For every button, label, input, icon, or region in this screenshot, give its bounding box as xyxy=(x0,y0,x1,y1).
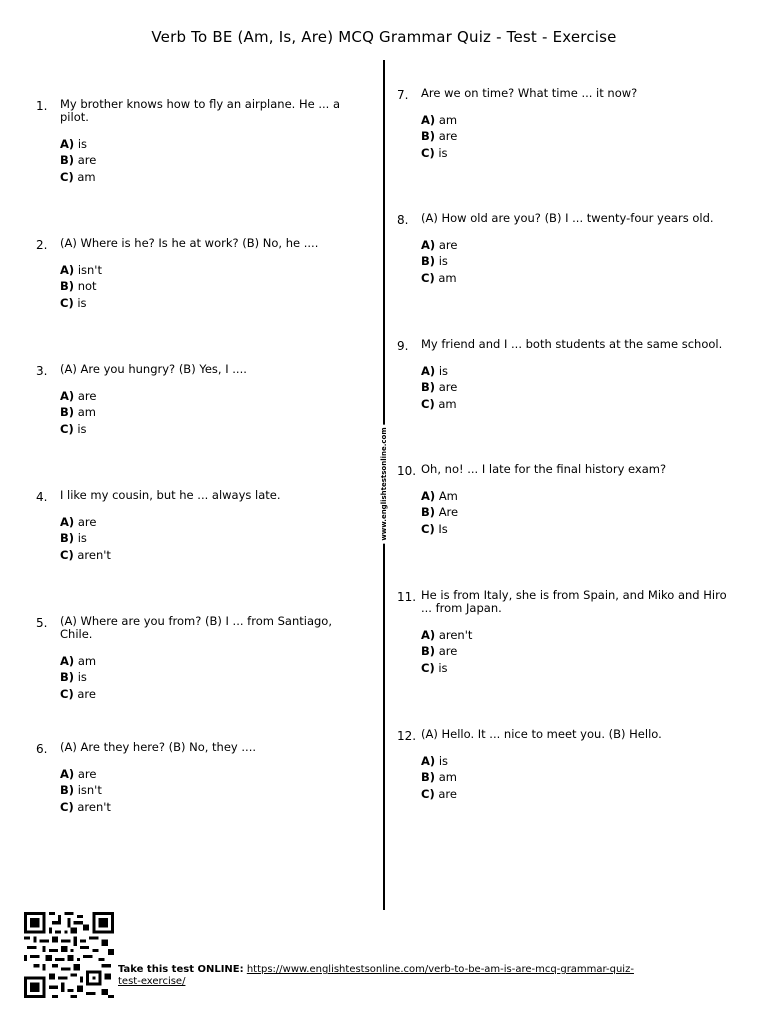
question-6 xyxy=(36,740,360,815)
qr-code-icon[interactable] xyxy=(24,912,114,998)
option-letter: A) xyxy=(60,263,75,277)
option-letter: C) xyxy=(60,686,74,701)
option-b[interactable] xyxy=(60,782,360,798)
question-number: 8. xyxy=(397,213,409,227)
option-b[interactable] xyxy=(421,769,741,785)
option-letter: C) xyxy=(60,295,74,310)
option-letter: B) xyxy=(421,129,436,144)
question-2 xyxy=(36,236,360,311)
option-text: isn't xyxy=(77,263,102,277)
option-a[interactable] xyxy=(421,627,741,643)
option-text: am xyxy=(438,396,457,411)
option-letter: A) xyxy=(60,515,75,529)
option-letter: C) xyxy=(421,270,435,285)
question-text: My brother knows how to fly an airplane. He ... a pilot. xyxy=(60,97,341,124)
option-a[interactable] xyxy=(60,514,360,530)
option-b[interactable] xyxy=(421,643,741,659)
question-number: 5. xyxy=(36,616,48,630)
question-4 xyxy=(36,488,360,563)
option-letter: B) xyxy=(60,279,75,294)
option-c[interactable] xyxy=(421,145,741,161)
option-text: are xyxy=(438,786,457,801)
option-letter: C) xyxy=(421,786,435,801)
question-12 xyxy=(397,727,741,802)
option-text: Am xyxy=(438,489,458,503)
option-letter: A) xyxy=(60,389,75,403)
question-number: 1. xyxy=(36,99,48,113)
option-letter: A) xyxy=(421,754,436,768)
option-letter: C) xyxy=(60,169,74,184)
question-number: 9. xyxy=(397,339,409,353)
question-5 xyxy=(36,614,360,702)
option-b[interactable] xyxy=(60,152,360,168)
question-8 xyxy=(397,211,741,286)
option-letter: B) xyxy=(421,380,436,395)
option-b[interactable] xyxy=(60,404,360,420)
option-a[interactable] xyxy=(421,488,741,504)
option-text: is xyxy=(438,660,448,675)
footer-label: Take this test ONLINE: xyxy=(118,964,244,975)
option-letter: C) xyxy=(60,799,74,814)
option-c[interactable] xyxy=(60,295,360,311)
option-text: am xyxy=(438,270,457,285)
question-number: 11. xyxy=(397,590,417,604)
question-text: (A) Are they here? (B) No, they .... xyxy=(60,740,256,754)
option-letter: C) xyxy=(60,421,74,436)
question-text: (A) Where is he? Is he at work? (B) No, he .... xyxy=(60,236,319,250)
option-b[interactable] xyxy=(421,128,741,144)
option-c[interactable] xyxy=(421,786,741,802)
option-b[interactable] xyxy=(421,504,741,520)
question-text: Oh, no! ... I late for the final history exam? xyxy=(421,462,667,476)
option-b[interactable] xyxy=(60,669,360,685)
question-number: 4. xyxy=(36,490,48,504)
option-text: is xyxy=(438,754,448,768)
option-c[interactable] xyxy=(60,421,360,437)
option-letter: A) xyxy=(60,654,75,668)
option-a[interactable] xyxy=(421,363,741,379)
option-letter: C) xyxy=(421,660,435,675)
option-text: are xyxy=(438,380,458,395)
option-a[interactable] xyxy=(60,653,360,669)
option-letter: A) xyxy=(421,113,436,127)
vertical-site-text: www.englishtestsonline.com xyxy=(380,424,388,543)
option-letter: B) xyxy=(60,783,75,798)
option-letter: B) xyxy=(421,770,436,785)
question-7 xyxy=(397,86,741,161)
question-number: 6. xyxy=(36,742,48,756)
option-letter: A) xyxy=(421,628,436,642)
question-text: He is from Italy, she is from Spain, and Miko and Hiro ... from Japan. xyxy=(421,588,727,615)
option-text: Is xyxy=(438,521,448,536)
option-text: am xyxy=(77,654,97,668)
option-text: is xyxy=(77,137,87,151)
option-a[interactable] xyxy=(421,237,741,253)
option-letter: B) xyxy=(60,531,75,546)
question-number: 2. xyxy=(36,238,48,252)
question-text: I like my cousin, but he ... always late. xyxy=(60,488,281,502)
option-text: is xyxy=(438,254,448,269)
question-text: (A) How old are you? (B) I ... twenty-four years old. xyxy=(421,211,714,225)
option-text: isn't xyxy=(77,783,102,798)
option-text: are xyxy=(77,153,97,168)
option-c[interactable] xyxy=(60,686,360,702)
option-letter: C) xyxy=(421,145,435,160)
option-a[interactable] xyxy=(60,136,360,152)
option-text: are xyxy=(77,686,96,701)
option-letter: B) xyxy=(60,153,75,168)
option-letter: B) xyxy=(60,670,75,685)
option-text: not xyxy=(77,279,97,294)
option-a[interactable] xyxy=(60,388,360,404)
question-number: 10. xyxy=(397,464,417,478)
question-text: (A) Hello. It ... nice to meet you. (B) Hello. xyxy=(421,727,662,741)
option-text: are xyxy=(438,129,458,144)
option-text: Are xyxy=(438,505,459,520)
option-letter: B) xyxy=(421,254,436,269)
option-text: aren't xyxy=(438,628,473,642)
question-3 xyxy=(36,362,360,437)
option-letter: A) xyxy=(421,489,436,503)
option-text: am xyxy=(77,405,96,420)
question-text: My friend and I ... both students at the same school. xyxy=(421,337,723,351)
option-c[interactable] xyxy=(421,660,741,676)
option-b[interactable] xyxy=(60,530,360,546)
option-c[interactable] xyxy=(60,169,360,185)
footer-online-link xyxy=(118,964,718,988)
option-letter: B) xyxy=(421,644,436,659)
option-letter: C) xyxy=(421,396,435,411)
option-letter: A) xyxy=(60,137,75,151)
option-c[interactable] xyxy=(60,547,360,563)
option-letter: B) xyxy=(421,505,436,520)
option-text: are xyxy=(438,238,458,252)
option-letter: C) xyxy=(60,547,74,562)
question-text: Are we on time? What time ... it now? xyxy=(421,86,638,100)
option-text: is xyxy=(77,670,87,685)
url-line-2: test-exercise/ xyxy=(118,976,186,987)
option-b[interactable] xyxy=(60,278,360,294)
option-text: aren't xyxy=(77,547,111,562)
option-text: aren't xyxy=(77,799,111,814)
option-c[interactable] xyxy=(421,521,741,537)
question-number: 7. xyxy=(397,88,409,102)
option-text: are xyxy=(77,767,97,781)
option-c[interactable] xyxy=(421,270,741,286)
option-text: is xyxy=(77,295,87,310)
option-text: is xyxy=(77,421,87,436)
option-a[interactable] xyxy=(421,753,741,769)
option-c[interactable] xyxy=(60,799,360,815)
option-text: are xyxy=(77,515,97,529)
option-text: am xyxy=(438,770,457,785)
option-text: are xyxy=(438,644,458,659)
option-c[interactable] xyxy=(421,396,741,412)
question-text: (A) Where are you from? (B) I ... from Santiago, Chile. xyxy=(60,614,332,641)
option-letter: A) xyxy=(421,364,436,378)
question-9 xyxy=(397,337,741,412)
option-letter: A) xyxy=(60,767,75,781)
question-text: (A) Are you hungry? (B) Yes, I .... xyxy=(60,362,247,376)
option-b[interactable] xyxy=(421,253,741,269)
option-a[interactable] xyxy=(421,112,741,128)
option-letter: A) xyxy=(421,238,436,252)
option-text: am xyxy=(77,169,96,184)
question-10 xyxy=(397,462,741,537)
option-a[interactable] xyxy=(60,766,360,782)
option-letter: B) xyxy=(60,405,75,420)
option-text: are xyxy=(77,389,97,403)
option-text: is xyxy=(438,145,448,160)
page-title: Verb To BE (Am, Is, Are) MCQ Grammar Quiz - Test - Exercise xyxy=(151,28,617,46)
option-b[interactable] xyxy=(421,379,741,395)
question-number: 3. xyxy=(36,364,48,378)
question-1 xyxy=(36,97,360,185)
question-number: 12. xyxy=(397,729,417,743)
option-letter: C) xyxy=(421,521,435,536)
option-a[interactable] xyxy=(60,262,360,278)
option-text: is xyxy=(438,364,448,378)
url-line-1: https://www.englishtestsonline.com/verb-to-be-am-is-are-mcq-grammar-quiz- xyxy=(246,964,634,975)
option-text: is xyxy=(77,531,87,546)
question-11 xyxy=(397,588,741,676)
option-text: am xyxy=(438,113,458,127)
